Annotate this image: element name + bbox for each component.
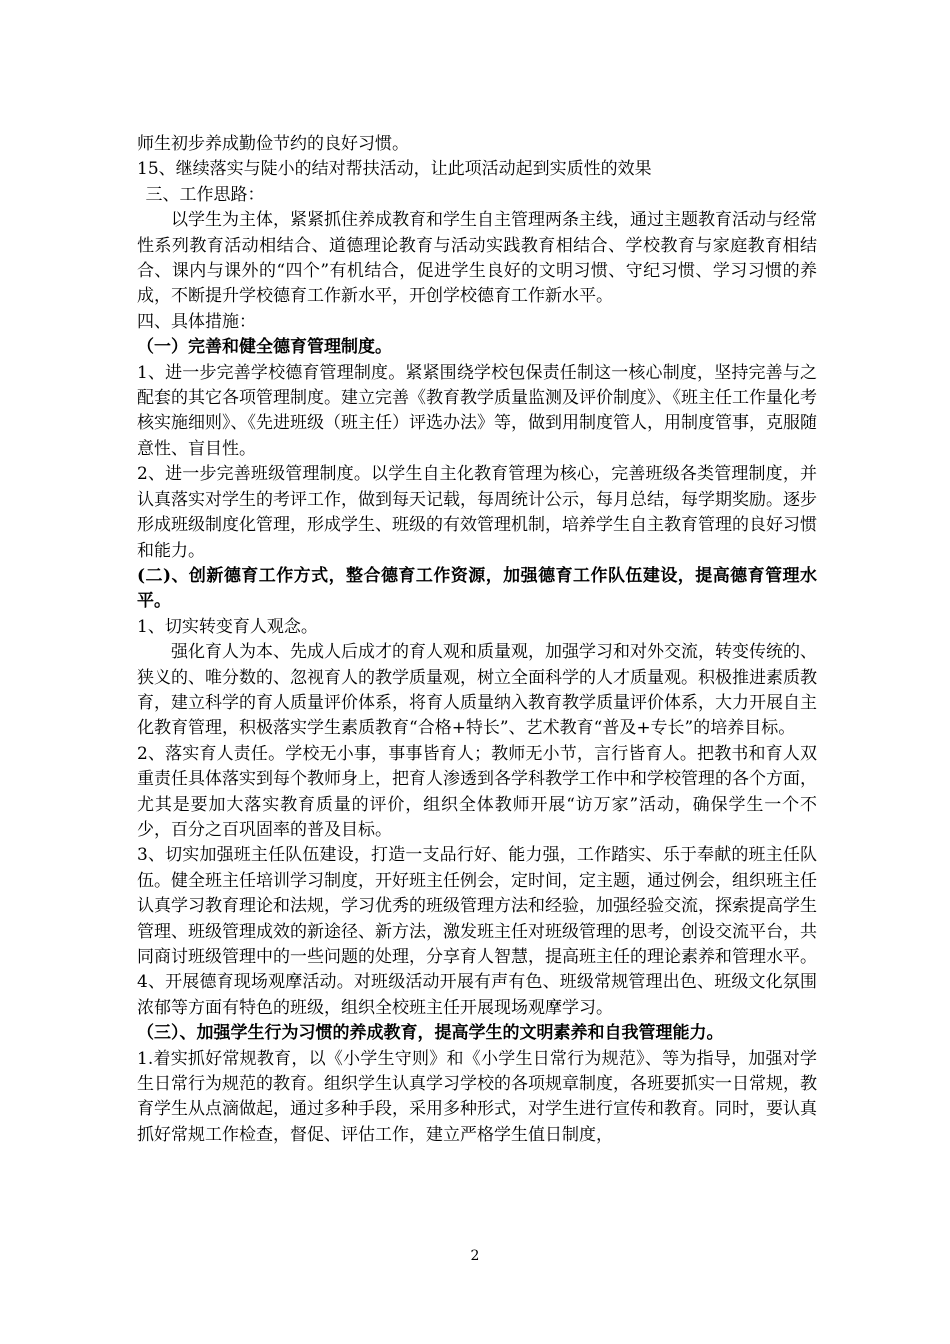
section-heading: 四、具体措施：: [137, 311, 256, 332]
paragraph: 2、落实育人责任。学校无小事，事事皆育人；教师无小节，言行皆育人。把教书和育人双重责任具体落实到每个教师身上，把育人渗透到各学科教学工作中和学校管理的各个方面，尤其是要加大落实教育质量的评价，组织全体教师开展“访万家”活动，确保学生一个不少，百分之百巩固率的普及目标。: [137, 743, 817, 840]
paragraph: 师生初步养成勤俭节约的良好习惯。: [137, 134, 409, 154]
paragraph: 15、继续落实与陡小的结对帮扶活动，让此项活动起到实质性的效果: [137, 159, 652, 180]
paragraph: 2、进一步完善班级管理制度。以学生自主化教育管理为核心，完善班级各类管理制度，并认真落实对学生的考评工作，做到每天记载，每周统计公示，每月总结，每学期奖励。逐步形成班级制度化管理，形成学生、班级的有效管理机制，培养学生自主教育管理的良好习惯和能力。: [137, 464, 817, 561]
subsection-heading: （一）完善和健全德育管理制度。: [137, 337, 392, 358]
document-body: [137, 132, 817, 1148]
subsection-heading: (二)、创新德育工作方式，整合德育工作资源，加强德育工作队伍建设，提高德育管理水平。: [137, 565, 817, 612]
paragraph: 以学生为主体，紧紧抓住养成教育和学生自主管理两条主线，通过主题教育活动与经常性系列教育活动相结合、道德理论教育与活动实践教育相结合、学校教育与家庭教育相结合、课内与课外的“四个”有机结合，促进学生良好的文明习惯、守纪习惯、学习习惯的养成，不断提升学校德育工作新水平，开创学校德育工作新水平。: [137, 210, 817, 307]
paragraph: 1、切实转变育人观念。: [137, 616, 318, 637]
paragraph: 4、开展德育现场观摩活动。对班级活动开展有声有色、班级常规管理出色、班级文化氛围浓郁等方面有特色的班级，组织全校班主任开展现场观摩学习。: [137, 972, 817, 1018]
page-number: 2: [470, 1248, 480, 1264]
paragraph: 1、进一步完善学校德育管理制度。紧紧围绕学校包保责任制这一核心制度，坚持完善与之配套的其它各项管理制度。建立完善《教育教学质量监测及评价制度》、《班主任工作量化考核实施细则》、《先进班级（班主任）评选办法》等，做到用制度管人，用制度管事，克服随意性、盲目性。: [137, 362, 817, 459]
subsection-heading: （三）、加强学生行为习惯的养成教育，提高学生的文明素养和自我管理能力。: [137, 1023, 724, 1044]
paragraph: 强化育人为本、先成人后成才的育人观和质量观，加强学习和对外交流，转变传统的、狭义的、唯分数的、忽视育人的教学质量观，树立全面科学的人才质量观。积极推进素质教育，建立科学的育人质量评价体系，将育人质量纳入教育教学质量评价体系，大力开展自主化教育管理，积极落实学生素质教育“合格+特长”、艺术教育“普及+专长”的培养目标。: [137, 642, 817, 739]
paragraph: 1.着实抓好常规教育，以《小学生守则》和《小学生日常行为规范》、等为指导，加强对学生日常行为规范的教育。组织学生认真学习学校的各项规章制度，各班要抓实一日常规，教育学生从点滴做起，通过多种手段，采用多种形式，对学生进行宣传和教育。同时，要认真抓好常规工作检查，督促、评估工作，建立严格学生值日制度，: [137, 1048, 817, 1145]
section-heading: 三、工作思路：: [145, 184, 265, 205]
paragraph: 3、切实加强班主任队伍建设，打造一支品行好、能力强，工作踏实、乐于奉献的班主任队伍。健全班主任培训学习制度，开好班主任例会，定时间，定主题，通过例会，组织班主任认真学习教育理论和法规，学习优秀的班级管理方法和经验，加强经验交流，探索提高学生管理、班级管理成效的新途径、新方法，激发班主任对班级管理的思考，创设交流平台，共同商讨班级管理中的一些问题的处理，分享育人智慧，提高班主任的理论素养和管理水平。: [137, 845, 817, 967]
